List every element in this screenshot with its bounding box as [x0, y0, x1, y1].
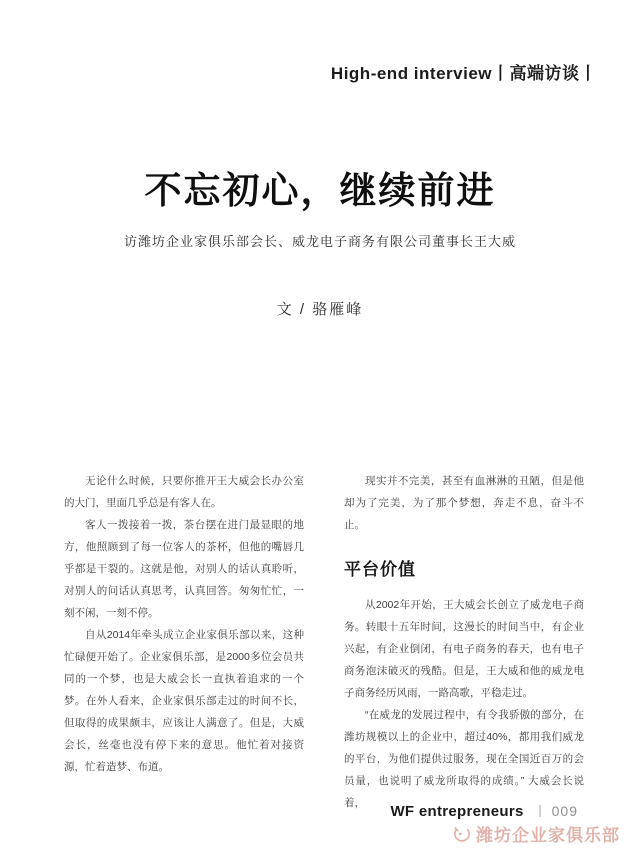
paragraph: 无论什么时候，只要你推开王大威会长办公室的大门，里面几乎总是有客人在。: [64, 475, 304, 509]
paragraph: 自从2014年牵头成立企业家俱乐部以来，这种忙碌便开始了。企业家俱乐部，是2000多位会员共同的一个梦，也是大威会长一直执着追求的一个梦。在外人看来，企业家俱乐部走过的时间不长，但取得的成果颇丰，应该让人满意了。但是，大威会长，丝毫也没有停下来的意思。他忙着对接资源，忙着造梦、布道。: [64, 629, 304, 773]
page-number: 009: [551, 803, 578, 819]
paragraph: 从2002年开始，王大威会长创立了威龙电子商务。转眼十五年时间，这漫长的时间当中，有企业兴起，有企业倒闭，有电子商务的春天，也有电子商务泡沫破灭的残酷。但是，王大威和他的威龙电子商务经历风雨，一路高歌，平稳走过。: [344, 599, 584, 699]
journal-brand: WF entrepreneurs: [390, 803, 524, 820]
byline: 文 / 骆雁峰: [276, 301, 364, 318]
club-logo-icon: [452, 824, 472, 844]
article-subtitle: 访潍坊企业家俱乐部会长、威龙电子商务有限公司董事长王大威: [123, 234, 516, 249]
watermark-text: 潍坊企业家俱乐部: [476, 826, 620, 845]
page-footer: [390, 801, 578, 820]
article-title: 不忘初心，继续前进: [144, 170, 496, 211]
right-column: [344, 470, 584, 814]
section-label: High-end interview丨高端访谈丨: [330, 64, 597, 83]
paragraph: 客人一拨接着一拨，茶台摆在进门最显眼的地方，他照顾到了每一位客人的茶杯，但他的嘴唇几乎都是干裂的。这就是他，对别人的话认真聆听，对别人的问话认真思考，认真回答。匆匆忙忙，一刻不闲，一刻不停。: [64, 519, 304, 619]
section-heading: 平台价值: [344, 560, 416, 579]
left-column: [64, 470, 304, 778]
paragraph: 现实并不完美，甚至有血淋淋的丑陋，但是他却为了完美，为了那个梦想，奔走不息，奋斗不止。: [344, 475, 584, 531]
watermark: [452, 821, 620, 846]
paragraph: “在威龙的发展过程中，有令我骄傲的部分，在潍坊规模以上的企业中，超过40%，都用我们威龙的平台，为他们提供过服务，现在全国近百万的会员量，也说明了威龙所取得的成绩。” 大威会长说着，: [344, 709, 584, 809]
article-body: [64, 470, 584, 814]
footer-divider: 丨: [533, 804, 547, 819]
